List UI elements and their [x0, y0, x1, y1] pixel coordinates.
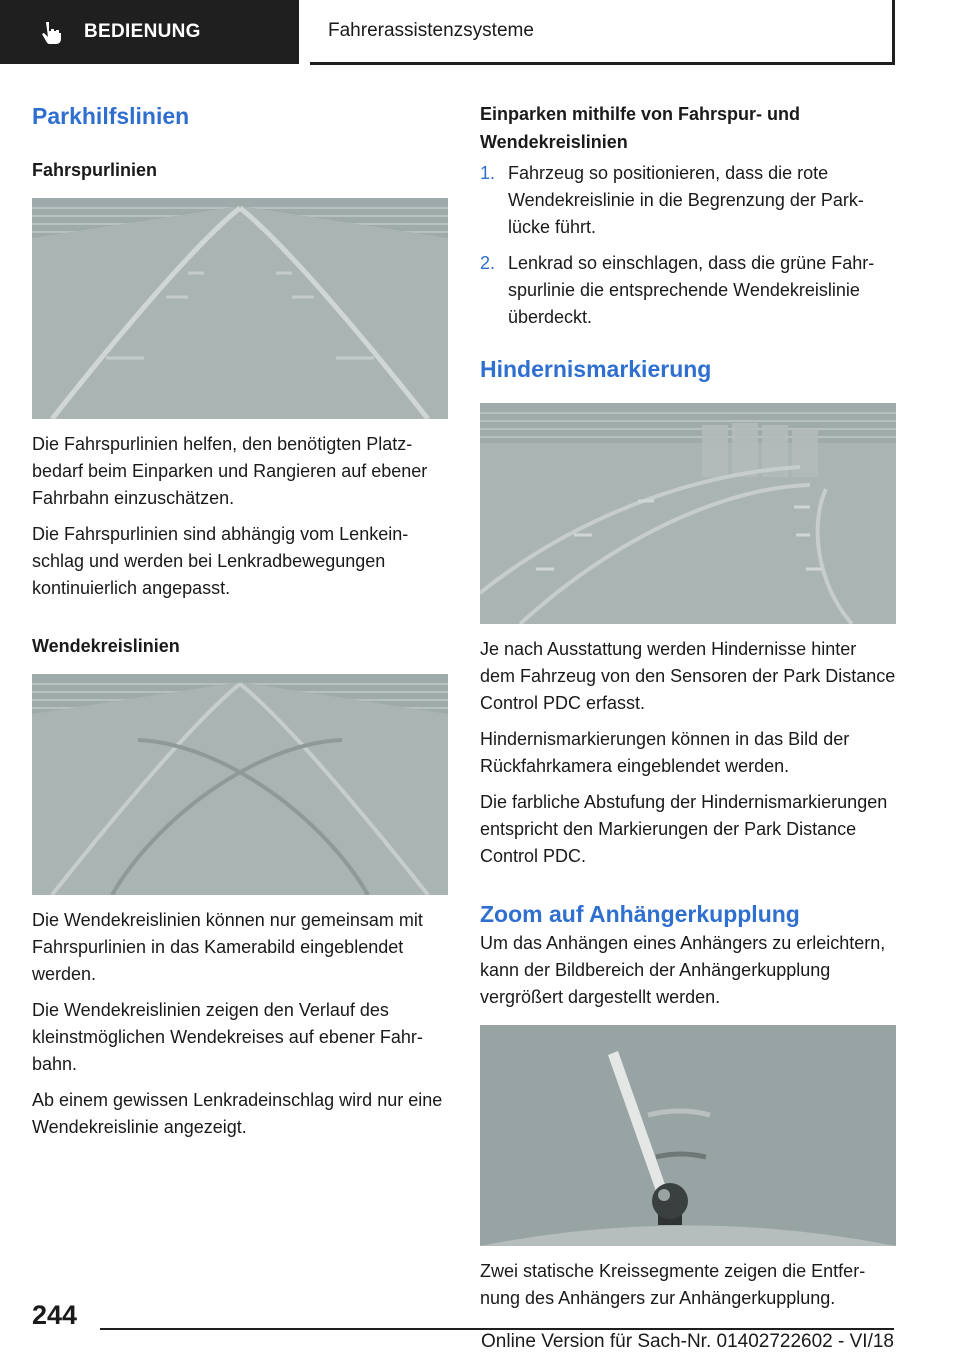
hindernismarkierung-heading: Hindernismarkierung [480, 356, 712, 382]
footer-version-text: Online Version für Sach-Nr. 01402722602 - VI/18 [481, 1331, 894, 1352]
zoom-heading: Zoom auf Anhängerkupplung [480, 901, 800, 927]
paragraph-zoom-1: Um das Anhängen eines Anhängers zu erleichtern, kann der Bildbereich der Anhängerkupplung vergrößert dargestellt werden. [480, 933, 886, 1007]
step-text: Fahrzeug so positionieren, dass die rote Wendekreislinie in die Begrenzung der Parklücke führt. [508, 163, 864, 237]
fahrspurlinien-subheading: Fahrspurlinien [32, 160, 158, 180]
paragraph-fahrspur-1: Die Fahrspurlinien helfen, den benötigten Platzbedarf beim Einparken und Rangieren auf ebener Fahrbahn einzuschätzen. [32, 434, 428, 508]
step-item [480, 250, 896, 331]
paragraph-wendekreis-1: Die Wendekreislinien können nur gemeinsam mit Fahrspurlinien in das Kamerabild eingeblendet werden. [32, 910, 423, 984]
step-number: 2. [480, 253, 496, 273]
hindernismarkierung-image [480, 403, 896, 624]
chapter-label: Fahrerassistenzsysteme [328, 20, 534, 41]
paragraph-hindernis-1: Je nach Ausstattung werden Hindernisse hinter dem Fahrzeug von den Sensoren der Park Distance Control PDC erfasst. [480, 639, 896, 713]
page-number: 244 [32, 1300, 78, 1330]
einparken-steps [480, 160, 896, 331]
einparken-subheading: Einparken mithilfe von Fahrspur- und Wendekreislinien [480, 104, 801, 152]
hand-pointer-icon [40, 20, 64, 44]
wendekreislinien-subheading: Wendekreislinien [32, 636, 180, 656]
paragraph-fahrspur-2: Die Fahrspurlinien sind abhängig vom Lenkeinschlag und werden bei Lenkradbewegungen kontinuierlich angepasst. [32, 524, 409, 598]
step-item [480, 160, 896, 241]
left-column [32, 100, 448, 1141]
step-number: 1. [480, 163, 496, 183]
footer-divider [100, 1328, 894, 1330]
header-chapter-box [310, 0, 895, 65]
parkhilfslinien-heading: Parkhilfslinien [32, 103, 190, 129]
header-section-tab [0, 0, 299, 64]
section-label: BEDIENUNG [84, 21, 201, 42]
paragraph-wendekreis-2: Die Wendekreislinien zeigen den Verlauf des kleinstmöglichen Wendekreises auf ebener Fahrbahn. [32, 1000, 423, 1074]
paragraph-zoom-2: Zwei statische Kreissegmente zeigen die Entfernung des Anhängers zur Anhängerkupplung. [480, 1261, 866, 1308]
fahrspurlinien-image [32, 198, 448, 419]
paragraph-wendekreis-3: Ab einem gewissen Lenkradeinschlag wird nur eine Wendekreislinie angezeigt. [32, 1090, 443, 1137]
step-text: Lenkrad so einschlagen, dass die grüne Fahrspurlinie die entsprechende Wendekreislinie überdeckt. [508, 253, 875, 327]
paragraph-hindernis-3: Die farbliche Abstufung der Hindernismarkierungen entspricht den Markierungen der Park Distance Control PDC. [480, 792, 888, 866]
anhaengerkupplung-image [480, 1025, 896, 1246]
paragraph-hindernis-2: Hindernismarkierungen können in das Bild der Rückfahrkamera eingeblendet werden. [480, 729, 850, 776]
wendekreislinien-image [32, 674, 448, 895]
right-column [480, 100, 896, 1312]
